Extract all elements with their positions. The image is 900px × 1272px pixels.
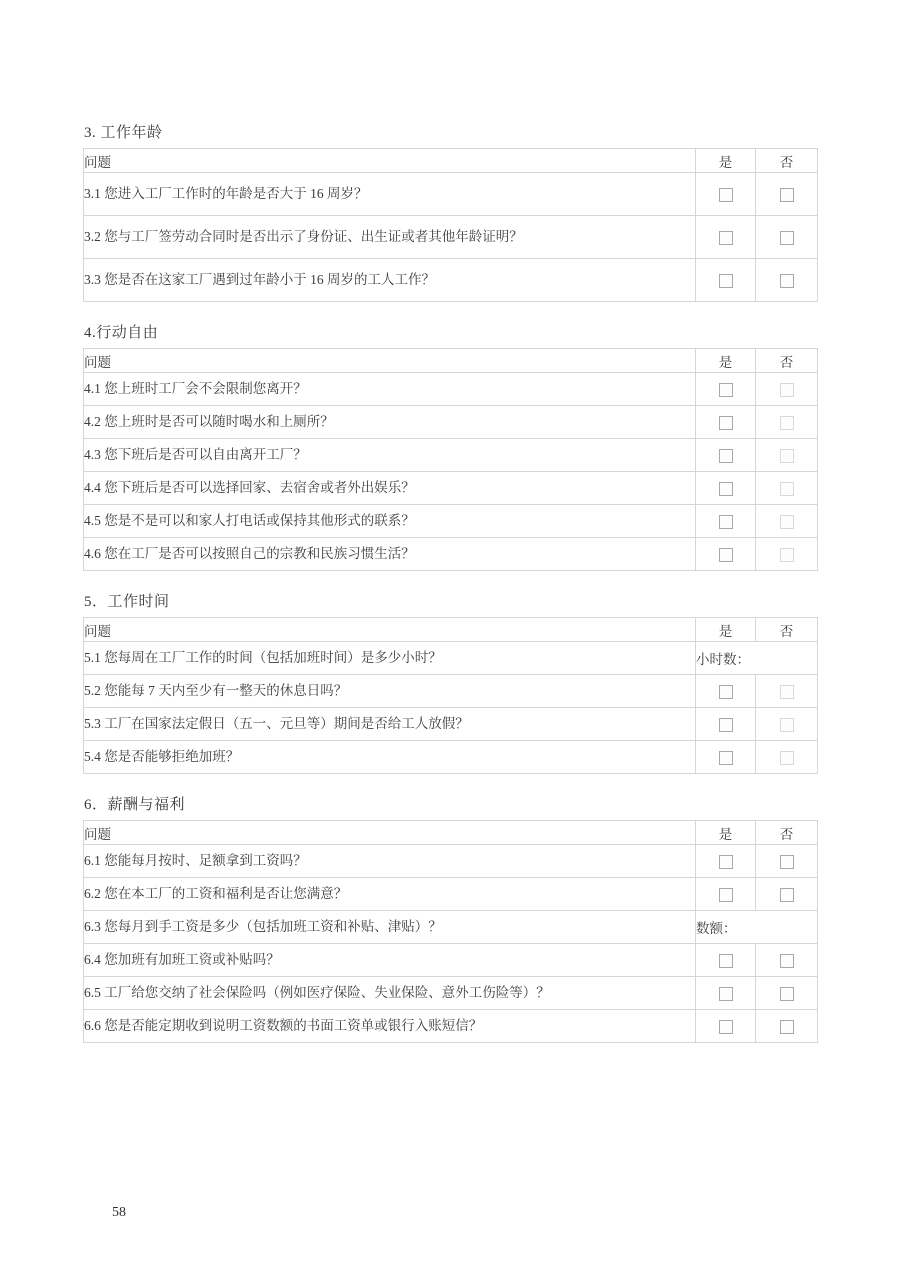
question-cell: 6.4 您加班有加班工资或补贴吗？: [84, 944, 696, 977]
section-title: 5．工作时间: [84, 594, 170, 610]
yes-column-header: 是: [696, 821, 756, 845]
section-6: [83, 797, 817, 1043]
questionnaire-page: [83, 125, 817, 1043]
question-cell: 6.5 工厂给您交纳了社会保险吗（例如医疗保险、失业保险、意外工伤险等）？: [84, 977, 696, 1010]
question-cell: 4.1 您上班时工厂会不会限制您离开？: [84, 373, 696, 406]
no-checkbox[interactable]: [780, 548, 794, 562]
no-checkbox[interactable]: [780, 1020, 794, 1034]
no-checkbox[interactable]: [780, 751, 794, 765]
question-column-header: 问题: [84, 618, 696, 642]
no-checkbox[interactable]: [780, 383, 794, 397]
yes-column-header: 是: [696, 349, 756, 373]
yes-cell: [696, 439, 756, 472]
question-cell: 6.1 您能每月按时、足额拿到工资吗？: [84, 845, 696, 878]
question-row: [84, 977, 818, 1010]
no-cell: [756, 439, 818, 472]
question-row: [84, 472, 818, 505]
section-3: [83, 125, 817, 302]
yes-checkbox[interactable]: [719, 751, 733, 765]
question-cell: 5.2 您能每 7 天内至少有一整天的休息日吗？: [84, 675, 696, 708]
no-checkbox[interactable]: [780, 482, 794, 496]
question-row: [84, 675, 818, 708]
no-checkbox[interactable]: [780, 515, 794, 529]
section-5: [83, 594, 817, 774]
question-cell: 5.1 您每周在工厂工作的时间（包括加班时间）是多少小时？: [84, 642, 696, 675]
yes-checkbox[interactable]: [719, 855, 733, 869]
no-cell: [756, 406, 818, 439]
yes-cell: [696, 944, 756, 977]
question-row: [84, 741, 818, 774]
fill-answer-cell[interactable]: 小时数：: [696, 642, 818, 675]
question-cell: 4.6 您在工厂是否可以按照自己的宗教和民族习惯生活？: [84, 538, 696, 571]
no-cell: [756, 505, 818, 538]
yes-checkbox[interactable]: [719, 515, 733, 529]
header-row: [84, 618, 818, 642]
no-cell: [756, 878, 818, 911]
question-cell: 6.6 您是否能定期收到说明工资数额的书面工资单或银行入账短信？: [84, 1010, 696, 1043]
question-column-header: 问题: [84, 149, 696, 173]
question-cell: 4.5 您是不是可以和家人打电话或保持其他形式的联系？: [84, 505, 696, 538]
yes-cell: [696, 538, 756, 571]
yes-cell: [696, 406, 756, 439]
no-cell: [756, 708, 818, 741]
yes-cell: [696, 373, 756, 406]
no-checkbox[interactable]: [780, 987, 794, 1001]
yes-checkbox[interactable]: [719, 718, 733, 732]
no-cell: [756, 977, 818, 1010]
question-row: [84, 173, 818, 216]
question-column-header: 问题: [84, 349, 696, 373]
question-row: [84, 538, 818, 571]
no-checkbox[interactable]: [780, 416, 794, 430]
yes-cell: [696, 259, 756, 302]
question-row: [84, 373, 818, 406]
no-cell: [756, 538, 818, 571]
no-column-header: 否: [756, 618, 818, 642]
section-title: 3. 工作年龄: [84, 125, 163, 141]
section-4: [83, 325, 817, 571]
question-column-header: 问题: [84, 821, 696, 845]
question-cell: 5.4 您是否能够拒绝加班？: [84, 741, 696, 774]
yes-checkbox[interactable]: [719, 449, 733, 463]
question-table: [83, 348, 818, 571]
no-checkbox[interactable]: [780, 888, 794, 902]
no-checkbox[interactable]: [780, 449, 794, 463]
no-cell: [756, 845, 818, 878]
question-cell: 3.2 您与工厂签劳动合同时是否出示了身份证、出生证或者其他年龄证明？: [84, 216, 696, 259]
yes-cell: [696, 741, 756, 774]
page-number: 58: [112, 1205, 126, 1220]
yes-checkbox[interactable]: [719, 274, 733, 288]
question-cell: 4.3 您下班后是否可以自由离开工厂？: [84, 439, 696, 472]
no-column-header: 否: [756, 149, 818, 173]
no-column-header: 否: [756, 821, 818, 845]
section-title: 6．薪酬与福利: [84, 797, 186, 813]
yes-column-header: 是: [696, 149, 756, 173]
section-title: 4.行动自由: [84, 325, 159, 341]
yes-checkbox[interactable]: [719, 416, 733, 430]
yes-checkbox[interactable]: [719, 482, 733, 496]
no-cell: [756, 944, 818, 977]
no-checkbox[interactable]: [780, 231, 794, 245]
no-checkbox[interactable]: [780, 954, 794, 968]
question-cell: 6.3 您每月到手工资是多少（包括加班工资和补贴、津贴）？: [84, 911, 696, 944]
question-cell: 4.2 您上班时是否可以随时喝水和上厕所？: [84, 406, 696, 439]
no-checkbox[interactable]: [780, 685, 794, 699]
no-checkbox[interactable]: [780, 855, 794, 869]
question-row: [84, 406, 818, 439]
question-cell: 3.1 您进入工厂工作时的年龄是否大于 16 周岁？: [84, 173, 696, 216]
yes-cell: [696, 675, 756, 708]
yes-checkbox[interactable]: [719, 987, 733, 1001]
yes-cell: [696, 977, 756, 1010]
no-checkbox[interactable]: [780, 274, 794, 288]
yes-checkbox[interactable]: [719, 188, 733, 202]
question-row: [84, 708, 818, 741]
no-cell: [756, 472, 818, 505]
yes-checkbox[interactable]: [719, 954, 733, 968]
no-column-header: 否: [756, 349, 818, 373]
yes-checkbox[interactable]: [719, 888, 733, 902]
question-cell: 3.3 您是否在这家工厂遇到过年龄小于 16 周岁的工人工作？: [84, 259, 696, 302]
question-cell: 6.2 您在本工厂的工资和福利是否让您满意？: [84, 878, 696, 911]
question-row: [84, 439, 818, 472]
question-cell: 5.3 工厂在国家法定假日（五一、元旦等）期间是否给工人放假？: [84, 708, 696, 741]
question-table: [83, 617, 818, 774]
no-cell: [756, 741, 818, 774]
yes-column-header: 是: [696, 618, 756, 642]
question-row: [84, 259, 818, 302]
yes-cell: [696, 708, 756, 741]
yes-cell: [696, 173, 756, 216]
yes-cell: [696, 505, 756, 538]
question-row: [84, 505, 818, 538]
question-table: [83, 820, 818, 1043]
question-cell: 4.4 您下班后是否可以选择回家、去宿舍或者外出娱乐？: [84, 472, 696, 505]
question-row: [84, 216, 818, 259]
yes-cell: [696, 472, 756, 505]
no-checkbox[interactable]: [780, 718, 794, 732]
no-cell: [756, 259, 818, 302]
yes-checkbox[interactable]: [719, 548, 733, 562]
question-row: [84, 1010, 818, 1043]
header-row: [84, 349, 818, 373]
question-row: [84, 845, 818, 878]
question-row: [84, 642, 818, 675]
no-cell: [756, 1010, 818, 1043]
question-row: [84, 878, 818, 911]
fill-answer-cell[interactable]: 数额：: [696, 911, 818, 944]
yes-checkbox[interactable]: [719, 1020, 733, 1034]
no-checkbox[interactable]: [780, 188, 794, 202]
no-cell: [756, 373, 818, 406]
no-cell: [756, 675, 818, 708]
yes-cell: [696, 1010, 756, 1043]
yes-checkbox[interactable]: [719, 383, 733, 397]
no-cell: [756, 173, 818, 216]
header-row: [84, 149, 818, 173]
question-row: [84, 944, 818, 977]
yes-cell: [696, 845, 756, 878]
yes-cell: [696, 878, 756, 911]
no-cell: [756, 216, 818, 259]
yes-cell: [696, 216, 756, 259]
header-row: [84, 821, 818, 845]
yes-checkbox[interactable]: [719, 231, 733, 245]
question-table: [83, 148, 818, 302]
question-row: [84, 911, 818, 944]
yes-checkbox[interactable]: [719, 685, 733, 699]
